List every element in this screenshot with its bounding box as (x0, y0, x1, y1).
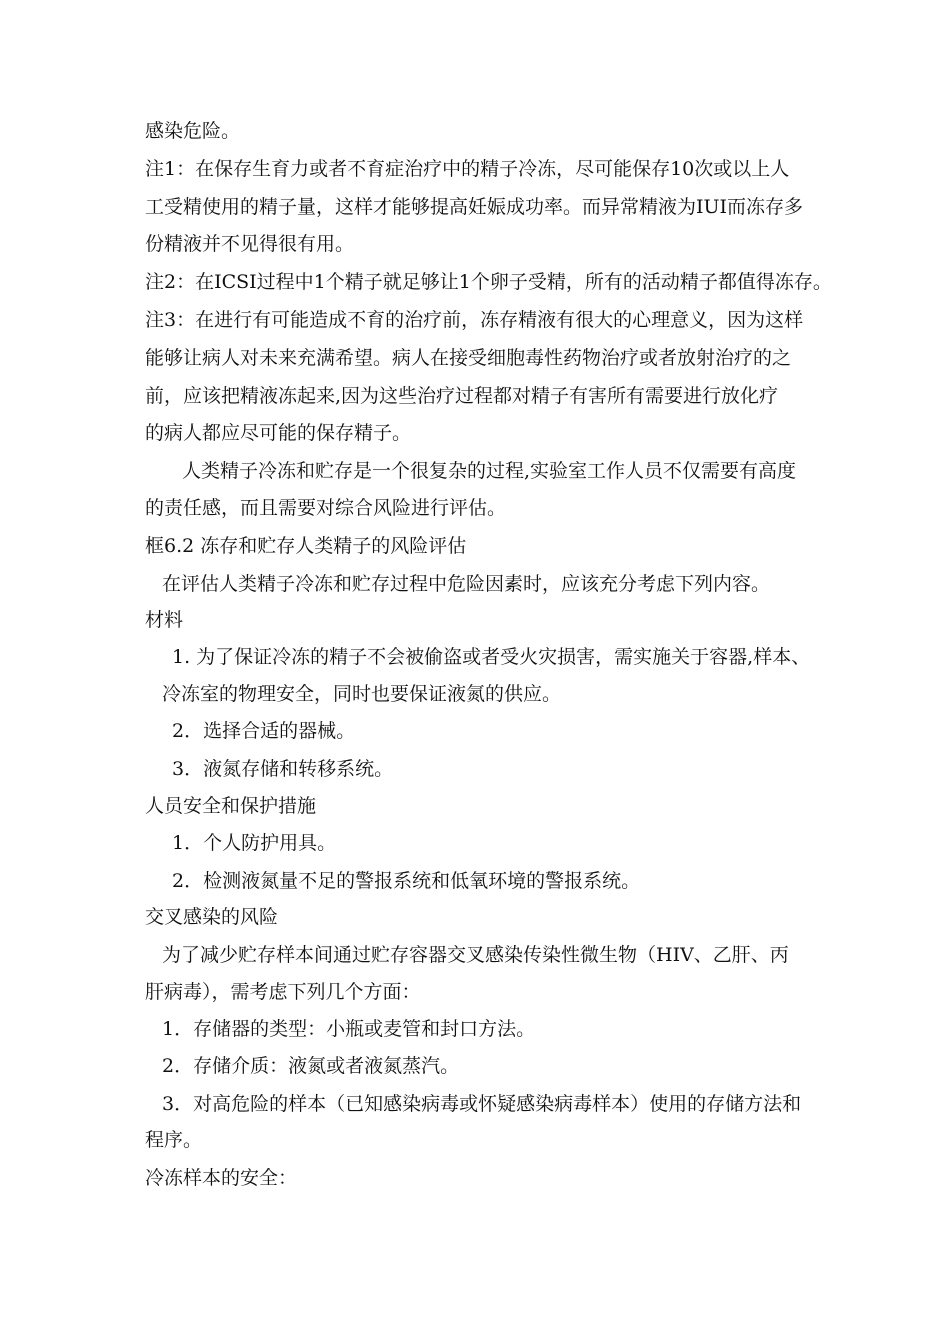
section-heading-sample-safety: 冷冻样本的安全： (145, 1167, 298, 1189)
list-item: 3．对高危险的样本（已知感染病毒或怀疑感染病毒样本）使用的存储方法和 (162, 1093, 802, 1115)
text-line: 冷冻室的物理安全，同时也要保证液氮的供应。 (162, 683, 562, 705)
note-2-line: 注2：在ICSI过程中1个精子就足够让1个卵子受精，所有的活动精子都值得冻存。 (145, 271, 832, 293)
list-item: 1．存储器的类型：小瓶或麦管和封口方法。 (162, 1018, 536, 1040)
paragraph-line: 为了减少贮存样本间通过贮存容器交叉感染传染性微生物（HIV、乙肝、丙 (162, 944, 789, 966)
list-item: 2．检测液氮量不足的警报系统和低氧环境的警报系统。 (172, 870, 641, 892)
section-heading-safety: 人员安全和保护措施 (145, 795, 317, 817)
list-item: 2．选择合适的器械。 (172, 720, 356, 742)
text-line: 的病人都应尽可能的保存精子。 (145, 422, 412, 444)
text-line: 能够让病人对未来充满希望。病人在接受细胞毒性药物治疗或者放射治疗的之 (145, 347, 792, 369)
text-line: 感染危险。 (145, 120, 241, 142)
text-line: 程序。 (145, 1129, 203, 1151)
list-item: 1．个人防护用具。 (172, 832, 337, 854)
note-1-line: 注1：在保存生育力或者不育症治疗中的精子冷冻，尽可能保存10次或以上人 (145, 158, 790, 180)
paragraph-line: 人类精子冷冻和贮存是一个很复杂的过程,实验室工作人员不仅需要有高度 (182, 460, 797, 482)
text-line: 前，应该把精液冻起来,因为这些治疗过程都对精子有害所有需要进行放化疗 (145, 385, 779, 407)
section-heading-cross-infection: 交叉感染的风险 (145, 906, 279, 928)
text-line: 工受精使用的精子量，这样才能够提高妊娠成功率。而异常精液为IUI而冻存多 (145, 196, 804, 218)
section-heading-materials: 材料 (145, 609, 184, 631)
text-line: 份精液并不见得很有用。 (145, 233, 355, 255)
box-title: 框6.2 冻存和贮存人类精子的风险评估 (145, 535, 467, 557)
list-item: 1. 为了保证冷冻的精子不会被偷盗或者受火灾损害，需实施关于容器,样本、 (172, 646, 811, 668)
text-line: 肝病毒），需考虑下列几个方面： (145, 981, 421, 1003)
list-item: 2．存储介质：液氮或者液氮蒸汽。 (162, 1055, 460, 1077)
note-3-line: 注3：在进行有可能造成不育的治疗前，冻存精液有很大的心理意义，因为这样 (145, 309, 804, 331)
paragraph-line: 在评估人类精子冷冻和贮存过程中危险因素时，应该充分考虑下列内容。 (162, 573, 771, 595)
text-line: 的责任感，而且需要对综合风险进行评估。 (145, 497, 507, 519)
list-item: 3．液氮存储和转移系统。 (172, 758, 394, 780)
